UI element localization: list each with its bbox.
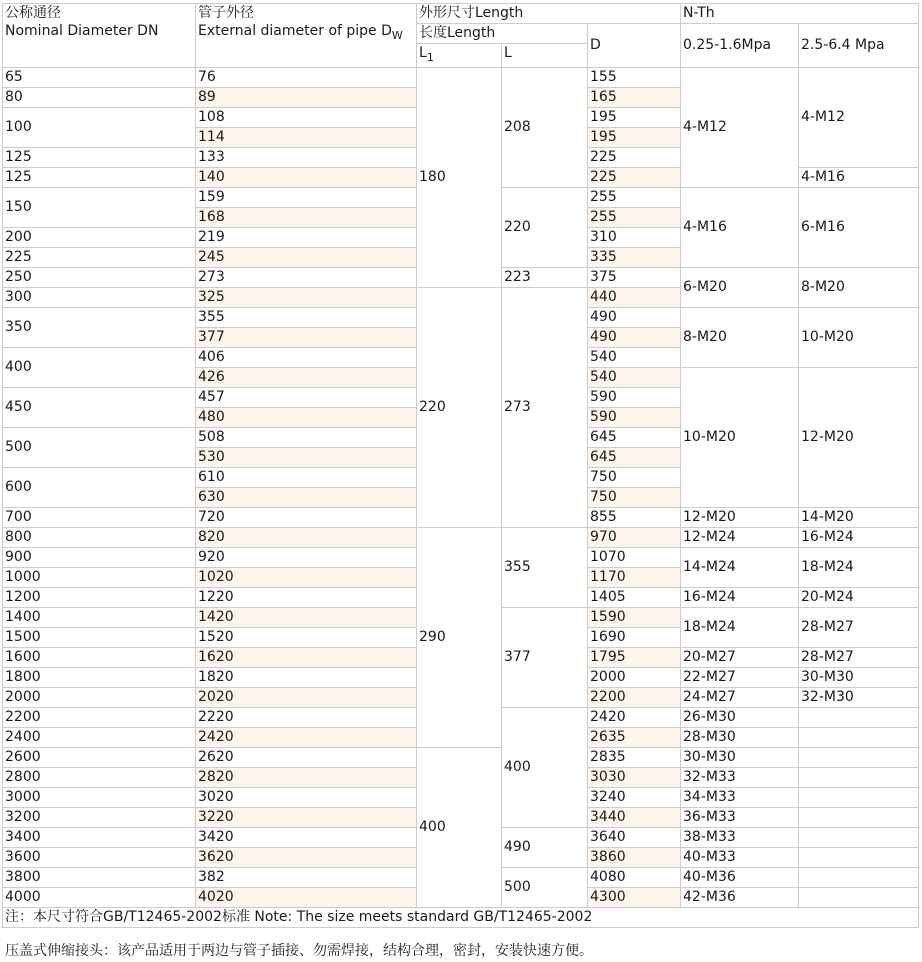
bolt-low-cell: 38-M33	[681, 827, 799, 847]
bolt-high-cell	[799, 807, 919, 827]
d-cell: 540	[588, 347, 681, 367]
dw-cell: 168	[196, 207, 417, 227]
l-cell: 400	[502, 707, 588, 827]
d-cell: 490	[588, 327, 681, 347]
d-cell: 2635	[588, 727, 681, 747]
dn-cell: 250	[3, 267, 196, 287]
bolt-high-cell	[799, 727, 919, 747]
dn-cell: 1600	[3, 647, 196, 667]
dn-cell: 2200	[3, 707, 196, 727]
dn-cell: 65	[3, 67, 196, 87]
dw-header-cn: 管子外径	[198, 5, 254, 21]
dw-cell: 3620	[196, 847, 417, 867]
d-cell: 2420	[588, 707, 681, 727]
bolt-high-cell	[799, 827, 919, 847]
nth-header: N-Th	[681, 4, 919, 24]
dn-cell: 150	[3, 187, 196, 227]
dw-cell: 426	[196, 367, 417, 387]
dw-cell: 114	[196, 127, 417, 147]
dn-cell: 3200	[3, 807, 196, 827]
dn-cell: 3800	[3, 867, 196, 887]
bolt-low-cell: 18-M24	[681, 607, 799, 647]
d-cell: 1405	[588, 587, 681, 607]
l-header: L	[502, 44, 588, 68]
dw-cell: 457	[196, 387, 417, 407]
d-cell: 855	[588, 507, 681, 527]
d-cell: 335	[588, 247, 681, 267]
bolt-high-cell: 8-M20	[799, 267, 919, 307]
bolt-high-cell: 20-M24	[799, 587, 919, 607]
l-cell: 377	[502, 607, 588, 707]
bolt-high-cell	[799, 787, 919, 807]
d-cell: 3030	[588, 767, 681, 787]
dw-cell: 3220	[196, 807, 417, 827]
l-cell: 500	[502, 867, 588, 907]
dn-cell: 1500	[3, 627, 196, 647]
d-cell: 3860	[588, 847, 681, 867]
d-cell: 1070	[588, 547, 681, 567]
dw-cell: 3420	[196, 827, 417, 847]
bolt-low-cell: 6-M20	[681, 267, 799, 307]
dn-cell: 1000	[3, 567, 196, 587]
d-cell: 3240	[588, 787, 681, 807]
dn-cell: 400	[3, 347, 196, 387]
d-cell: 375	[588, 267, 681, 287]
l-cell: 490	[502, 827, 588, 867]
l-cell: 223	[502, 267, 588, 287]
bolt-low-cell: 40-M36	[681, 867, 799, 887]
bolt-low-cell: 28-M30	[681, 727, 799, 747]
bolt-low-cell: 26-M30	[681, 707, 799, 727]
d-cell: 970	[588, 527, 681, 547]
dn-cell: 900	[3, 547, 196, 567]
dw-cell: 1220	[196, 587, 417, 607]
bolt-low-cell: 4-M12	[681, 67, 799, 187]
d-cell: 155	[588, 67, 681, 87]
dw-cell: 140	[196, 167, 417, 187]
bolt-high-cell: 16-M24	[799, 527, 919, 547]
bolt-low-cell: 12-M24	[681, 527, 799, 547]
l1-cell: 220	[417, 287, 502, 527]
dn-cell: 2800	[3, 767, 196, 787]
dn-cell: 3000	[3, 787, 196, 807]
dw-cell: 920	[196, 547, 417, 567]
dw-cell: 4020	[196, 887, 417, 907]
dw-cell: 159	[196, 187, 417, 207]
bolt-high-cell: 4-M16	[799, 167, 919, 187]
size-header: 外形尺寸Length	[417, 4, 681, 24]
d-cell: 750	[588, 467, 681, 487]
d-cell: 3440	[588, 807, 681, 827]
dn-header-en: Nominal Diameter DN	[5, 23, 159, 39]
pressure-low-header: 0.25-1.6Mpa	[681, 24, 799, 68]
dw-cell: 76	[196, 67, 417, 87]
dw-cell: 273	[196, 267, 417, 287]
d-cell: 2000	[588, 667, 681, 687]
dn-cell: 125	[3, 147, 196, 167]
l-cell: 220	[502, 187, 588, 267]
dw-cell: 2220	[196, 707, 417, 727]
d-cell: 255	[588, 187, 681, 207]
bolt-low-cell: 20-M27	[681, 647, 799, 667]
l1-cell: 180	[417, 67, 502, 287]
dw-cell: 2620	[196, 747, 417, 767]
d-header-label: D	[590, 37, 601, 54]
dw-cell: 245	[196, 247, 417, 267]
dn-cell: 800	[3, 527, 196, 547]
l1-header-label: L	[419, 45, 427, 61]
dw-cell: 508	[196, 427, 417, 447]
d-header	[588, 24, 681, 68]
bolt-high-cell: 28-M27	[799, 647, 919, 667]
d-cell: 195	[588, 127, 681, 147]
d-cell: 490	[588, 307, 681, 327]
bolt-low-cell: 42-M36	[681, 887, 799, 907]
bolt-low-cell: 10-M20	[681, 367, 799, 507]
l1-header	[417, 44, 502, 68]
dn-cell: 1800	[3, 667, 196, 687]
dn-header	[3, 4, 196, 68]
bolt-low-cell: 30-M30	[681, 747, 799, 767]
dw-cell: 1420	[196, 607, 417, 627]
dn-cell: 100	[3, 107, 196, 147]
l1-cell: 400	[417, 747, 502, 907]
header-row	[3, 4, 919, 24]
d-cell: 645	[588, 427, 681, 447]
d-cell: 590	[588, 407, 681, 427]
dn-cell: 200	[3, 227, 196, 247]
product-description: 压盖式伸缩接头：该产品适用于两边与管子插接、勿需焊接，结构合理，密封，安装快速方便。	[5, 943, 593, 959]
dw-cell: 820	[196, 527, 417, 547]
bolt-low-cell: 14-M24	[681, 547, 799, 587]
dw-cell: 1520	[196, 627, 417, 647]
dw-cell: 480	[196, 407, 417, 427]
table-row	[3, 527, 919, 547]
d-cell: 590	[588, 387, 681, 407]
dw-cell: 382	[196, 867, 417, 887]
dn-cell: 350	[3, 307, 196, 347]
dw-cell: 325	[196, 287, 417, 307]
l-cell: 208	[502, 67, 588, 187]
bolt-high-cell	[799, 747, 919, 767]
bolt-low-cell: 36-M33	[681, 807, 799, 827]
dn-cell: 2600	[3, 747, 196, 767]
d-cell: 225	[588, 167, 681, 187]
d-cell: 4080	[588, 867, 681, 887]
dn-cell: 3600	[3, 847, 196, 867]
dw-cell: 377	[196, 327, 417, 347]
bolt-high-cell	[799, 847, 919, 867]
dw-cell: 610	[196, 467, 417, 487]
dn-header-cn: 公称通径	[5, 5, 61, 21]
dn-cell: 2000	[3, 687, 196, 707]
dw-header-en: External diameter of pipe D	[198, 23, 392, 39]
dw-cell: 108	[196, 107, 417, 127]
dn-cell: 500	[3, 427, 196, 467]
bolt-low-cell: 32-M33	[681, 767, 799, 787]
d-cell: 645	[588, 447, 681, 467]
bolt-low-cell: 34-M33	[681, 787, 799, 807]
dn-cell: 80	[3, 87, 196, 107]
d-cell: 1795	[588, 647, 681, 667]
dw-cell: 355	[196, 307, 417, 327]
d-cell: 440	[588, 287, 681, 307]
bolt-high-cell: 32-M30	[799, 687, 919, 707]
d-cell: 255	[588, 207, 681, 227]
standard-note: 注：本尺寸符合GB/T12465-2002标准 Note: The size meets standard GB/T12465-2002	[3, 907, 919, 927]
bolt-high-cell: 14-M20	[799, 507, 919, 527]
l-cell: 273	[502, 287, 588, 527]
bolt-high-cell: 4-M12	[799, 67, 919, 167]
dw-header	[196, 4, 417, 68]
d-cell: 165	[588, 87, 681, 107]
bolt-low-cell: 8-M20	[681, 307, 799, 367]
dw-cell: 630	[196, 487, 417, 507]
l1-header-sub: 1	[426, 50, 434, 64]
bolt-high-cell: 12-M20	[799, 367, 919, 507]
bolt-high-cell: 18-M24	[799, 547, 919, 587]
spec-sheet	[2, 3, 919, 959]
dn-cell: 2400	[3, 727, 196, 747]
note-row	[3, 907, 919, 927]
dw-cell: 1620	[196, 647, 417, 667]
length-header: 长度Length	[417, 24, 588, 44]
bolt-low-cell: 22-M27	[681, 667, 799, 687]
pressure-high-header: 2.5-6.4 Mpa	[799, 24, 919, 68]
d-cell: 2835	[588, 747, 681, 767]
bolt-high-cell	[799, 887, 919, 907]
bolt-high-cell: 10-M20	[799, 307, 919, 367]
d-cell: 225	[588, 147, 681, 167]
dn-cell: 450	[3, 387, 196, 427]
bolt-low-cell: 16-M24	[681, 587, 799, 607]
dw-cell: 1820	[196, 667, 417, 687]
dw-cell: 530	[196, 447, 417, 467]
bolt-high-cell: 28-M27	[799, 607, 919, 647]
d-cell: 1690	[588, 627, 681, 647]
dw-cell: 219	[196, 227, 417, 247]
dn-cell: 4000	[3, 887, 196, 907]
table-row	[3, 67, 919, 87]
dw-cell: 133	[196, 147, 417, 167]
bolt-high-cell: 30-M30	[799, 667, 919, 687]
d-cell: 750	[588, 487, 681, 507]
bolt-low-cell: 4-M16	[681, 187, 799, 267]
bolt-high-cell	[799, 867, 919, 887]
bolt-high-cell: 6-M16	[799, 187, 919, 267]
dn-cell: 1200	[3, 587, 196, 607]
d-cell: 1590	[588, 607, 681, 627]
dw-cell: 2020	[196, 687, 417, 707]
d-cell: 195	[588, 107, 681, 127]
bolt-low-cell: 12-M20	[681, 507, 799, 527]
dn-cell: 600	[3, 467, 196, 507]
dw-cell: 3020	[196, 787, 417, 807]
l1-cell: 290	[417, 527, 502, 747]
dw-cell: 2820	[196, 767, 417, 787]
d-cell: 310	[588, 227, 681, 247]
dn-cell: 225	[3, 247, 196, 267]
bolt-high-cell	[799, 707, 919, 727]
dw-cell: 89	[196, 87, 417, 107]
dn-cell: 3400	[3, 827, 196, 847]
dw-cell: 1020	[196, 567, 417, 587]
d-cell: 2200	[588, 687, 681, 707]
dn-cell: 700	[3, 507, 196, 527]
dn-cell: 300	[3, 287, 196, 307]
d-cell: 540	[588, 367, 681, 387]
dw-cell: 720	[196, 507, 417, 527]
l-cell: 355	[502, 527, 588, 607]
bolt-high-cell	[799, 767, 919, 787]
table-row	[3, 747, 919, 767]
d-cell: 4300	[588, 887, 681, 907]
dn-cell: 1400	[3, 607, 196, 627]
dw-header-sub: W	[391, 28, 403, 42]
dn-cell: 125	[3, 167, 196, 187]
dimension-table	[2, 3, 919, 928]
d-cell: 1170	[588, 567, 681, 587]
d-cell: 3640	[588, 827, 681, 847]
bolt-low-cell: 24-M27	[681, 687, 799, 707]
bolt-low-cell: 40-M33	[681, 847, 799, 867]
dw-cell: 406	[196, 347, 417, 367]
dw-cell: 2420	[196, 727, 417, 747]
